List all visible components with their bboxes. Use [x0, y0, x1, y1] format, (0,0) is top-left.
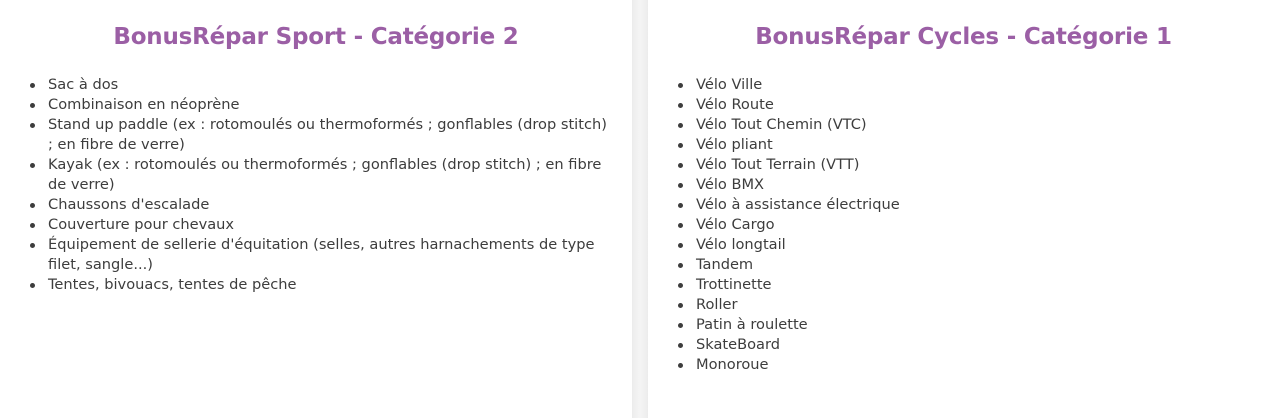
bullet-icon: [678, 263, 683, 268]
list-item-label: Couverture pour chevaux: [48, 216, 235, 233]
list-item-label: Vélo longtail: [696, 236, 786, 253]
bullet-icon: [30, 223, 35, 228]
list-item: [28, 75, 608, 95]
list-item: [676, 75, 1236, 95]
list-item: [28, 115, 608, 155]
list-item: [28, 195, 608, 215]
list-item: [676, 195, 1236, 215]
bullet-icon: [30, 103, 35, 108]
list-item-label: Vélo Tout Terrain (VTT): [696, 156, 860, 173]
list-item-label: Tentes, bivouacs, tentes de pêche: [48, 276, 297, 293]
bullet-icon: [30, 123, 35, 128]
bullet-icon: [30, 163, 35, 168]
card-sport-category-2: [0, 0, 632, 418]
list-item-label: Trottinette: [696, 276, 772, 293]
list-item-label: Roller: [696, 296, 738, 313]
column-divider: [632, 0, 648, 418]
list-item: [676, 275, 1236, 295]
list-item: [28, 235, 608, 275]
bullet-icon: [678, 303, 683, 308]
list-item-label: Stand up paddle (ex : rotomoulés ou thermoformés ; gonflables (drop stitch) ; en fibre de verre): [48, 116, 607, 153]
card-cycles-category-1: [648, 0, 1279, 418]
card-title-sport: BonusRépar Sport - Catégorie 2: [113, 24, 519, 50]
list-item-label: Sac à dos: [48, 76, 119, 93]
bullet-icon: [30, 283, 35, 288]
list-item-label: Vélo Cargo: [696, 216, 775, 233]
bullet-icon: [678, 323, 683, 328]
list-item-label: Kayak (ex : rotomoulés ou thermoformés ; gonflables (drop stitch) ; en fibre de verre): [48, 156, 602, 193]
bullet-icon: [678, 103, 683, 108]
list-item: [676, 355, 1236, 375]
list-item: [676, 175, 1236, 195]
cycles-item-list: [676, 75, 1236, 375]
list-item: [676, 135, 1236, 155]
list-item-label: Chaussons d'escalade: [48, 196, 210, 213]
bullet-icon: [678, 183, 683, 188]
list-item-label: Vélo à assistance électrique: [696, 196, 900, 213]
bullet-icon: [30, 243, 35, 248]
list-item-label: Vélo pliant: [696, 136, 773, 153]
list-item-label: Tandem: [696, 256, 754, 273]
list-item: [676, 95, 1236, 115]
card-title-cycles: BonusRépar Cycles - Catégorie 1: [755, 24, 1172, 50]
bullet-icon: [678, 163, 683, 168]
bullet-icon: [678, 83, 683, 88]
list-item: [676, 315, 1236, 335]
bullet-icon: [678, 363, 683, 368]
sport-item-list: [28, 75, 608, 295]
list-item-label: Équipement de sellerie d'équitation (selles, autres harnachements de type filet, sangle...): [48, 236, 595, 273]
list-item: [28, 215, 608, 235]
bullet-icon: [678, 343, 683, 348]
list-item-label: Combinaison en néoprène: [48, 96, 240, 113]
list-item: [676, 155, 1236, 175]
list-item: [28, 95, 608, 115]
list-item-label: Vélo BMX: [696, 176, 765, 193]
bullet-icon: [30, 203, 35, 208]
bullet-icon: [678, 143, 683, 148]
bullet-icon: [678, 123, 683, 128]
bullet-icon: [678, 223, 683, 228]
list-item: [676, 255, 1236, 275]
list-item: [676, 295, 1236, 315]
bullet-icon: [678, 203, 683, 208]
list-item: [28, 275, 608, 295]
list-item-label: Vélo Tout Chemin (VTC): [696, 116, 867, 133]
list-item-label: Monoroue: [696, 356, 769, 373]
list-item-label: SkateBoard: [696, 336, 780, 353]
list-item: [676, 235, 1236, 255]
list-item-label: Vélo Ville: [696, 76, 763, 93]
bullet-icon: [678, 243, 683, 248]
list-item: [676, 215, 1236, 235]
list-item: [676, 115, 1236, 135]
list-item: [676, 335, 1236, 355]
bullet-icon: [30, 83, 35, 88]
bullet-icon: [678, 283, 683, 288]
list-item-label: Patin à roulette: [696, 316, 808, 333]
list-item-label: Vélo Route: [696, 96, 774, 113]
list-item: [28, 155, 608, 195]
